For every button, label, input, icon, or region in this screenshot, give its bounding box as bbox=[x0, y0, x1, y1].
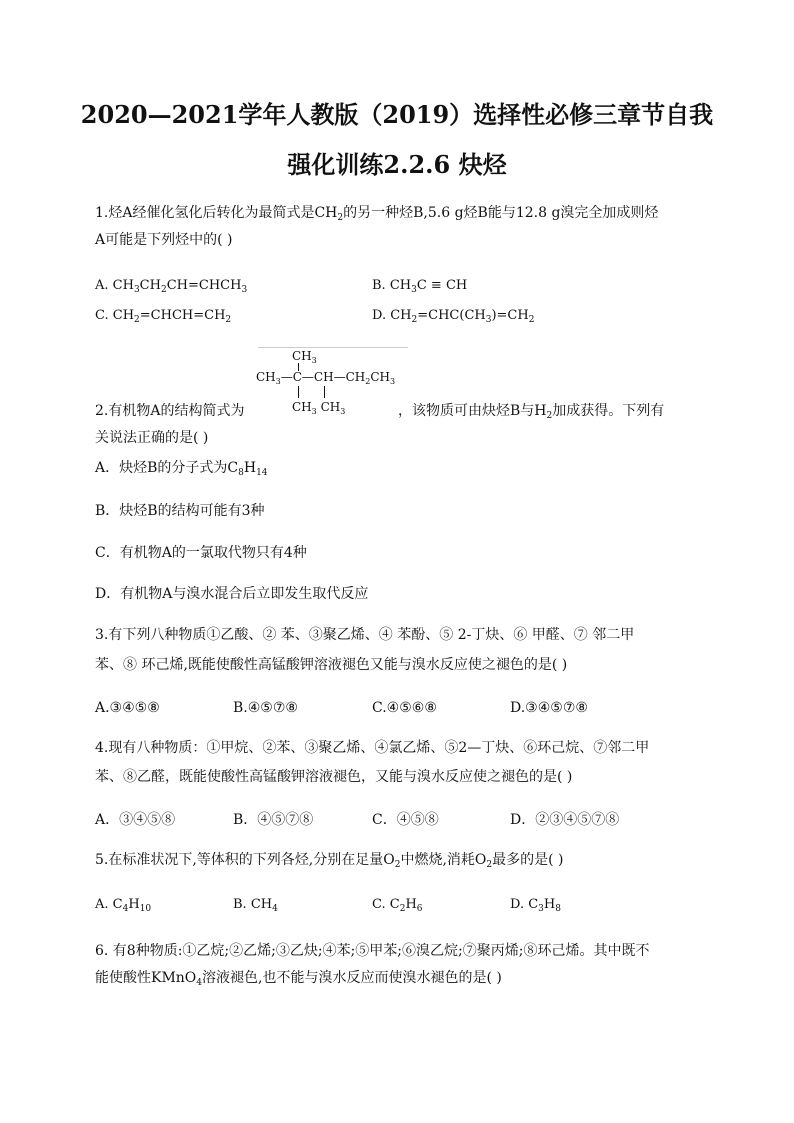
q5-stem: 5.在标准状况下,等体积的下列各烃,分别在足量$O_2$中燃烧,消耗$O_2$最多的是( ) bbox=[95, 852, 564, 870]
q4-option-b: B．④⑤⑦⑧ bbox=[233, 812, 314, 828]
q3-option-b: B.④⑤⑦⑧ bbox=[233, 700, 298, 716]
structure-main-chain: $CH_3—C—CH—CH_2CH_3$ bbox=[256, 370, 396, 386]
structure-top-methyl: $CH_3$ bbox=[292, 349, 317, 365]
doc-title-line1: 2020—2021学年人教版（2019）选择性必修三章节自我 bbox=[80, 100, 714, 129]
q1-option-c: C. $CH_2=CHCH=CH_2$ bbox=[95, 308, 232, 325]
q5-option-b: B. $CH_4$ bbox=[233, 897, 278, 914]
scan-artifact-line bbox=[258, 347, 408, 348]
q2-option-a: A．炔烃B的分子式为$C_8H_{14}$ bbox=[95, 460, 268, 478]
q3-option-a: A.③④⑤⑧ bbox=[95, 700, 160, 716]
q5-option-d: D. $C_3H_8$ bbox=[510, 897, 561, 914]
q4-stem-line1: 4.现有八种物质：①甲烷、②苯、③聚乙烯、④氯乙烯、⑤2—丁炔、⑥环己烷、⑦邻二甲 bbox=[95, 740, 650, 756]
q1-option-d: D. $CH_2=CHC(CH_3)=CH_2$ bbox=[372, 308, 535, 325]
q5-option-a: A. $C_4H_{10}$ bbox=[95, 897, 152, 914]
q3-stem-line1: 3.有下列八种物质①乙酸、② 苯、③聚乙烯、④ 苯酚、⑤ 2-丁炔、⑥ 甲醛、⑦ 邻二甲 bbox=[95, 627, 635, 643]
q2-stem-line1-end: ，该物质可由炔烃B与$H_2$加成获得。下列有 bbox=[398, 403, 665, 421]
q3-stem-line2: 苯、⑧ 环己烯,既能使酸性高锰酸钾溶液褪色又能与溴水反应使之褪色的是( ) bbox=[95, 657, 568, 673]
q1-option-b: B. $CH_3C$ ≡ CH bbox=[372, 278, 468, 295]
q2-option-d: D．有机物A与溴水混合后立即发生取代反应 bbox=[95, 586, 369, 602]
q1-stem-line1: 1.烃A经催化氢化后转化为最简式是$CH_2$的另一种烃B,5.6 g烃B能与12.8 g溴完全加成则烃 bbox=[95, 205, 659, 223]
q6-stem-line1: 6. 有8种物质:①乙烷;②乙烯;③乙炔;④苯;⑤甲苯;⑥溴乙烷;⑦聚丙烯;⑧环己烯。其中既不 bbox=[95, 943, 650, 959]
q2-option-b: B．炔烃B的结构可能有3种 bbox=[95, 503, 265, 519]
q6-stem-line2: 能使酸性KMnO$_4$溶液褪色,也不能与溴水反应而使溴水褪色的是( ) bbox=[95, 970, 502, 988]
q4-option-d: D．②③④⑤⑦⑧ bbox=[510, 812, 620, 828]
structure-bond-bottom-right bbox=[324, 386, 325, 398]
q4-option-c: C．④⑤⑧ bbox=[372, 812, 439, 828]
q2-stem-line2: 关说法正确的是( ) bbox=[95, 430, 209, 446]
q3-option-c: C.④⑤⑥⑧ bbox=[372, 700, 437, 716]
q5-option-c: C. $C_2H_6$ bbox=[372, 897, 423, 914]
q1-option-a: A. $CH_3CH_2CH=CHCH_3$ bbox=[95, 278, 248, 295]
q2-option-c: C．有机物A的一氯取代物只有4种 bbox=[95, 545, 307, 561]
q4-option-a: A．③④⑤⑧ bbox=[95, 812, 176, 828]
structure-bond-bottom-left bbox=[298, 386, 299, 398]
q3-option-d: D.③④⑤⑦⑧ bbox=[510, 700, 588, 716]
q2-stem-line1-start: 2.有机物A的结构简式为 bbox=[95, 403, 245, 419]
q1-stem-line2: A可能是下列烃中的( ) bbox=[95, 232, 233, 248]
structure-bottom-methyls: $CH_3$ $CH_3$ bbox=[292, 400, 346, 416]
q4-stem-line2: 苯、⑧乙醛，既能使酸性高锰酸钾溶液褪色，又能与溴水反应使之褪色的是( ) bbox=[95, 769, 573, 785]
doc-title-line2: 强化训练2.2.6 炔烃 bbox=[287, 150, 507, 179]
